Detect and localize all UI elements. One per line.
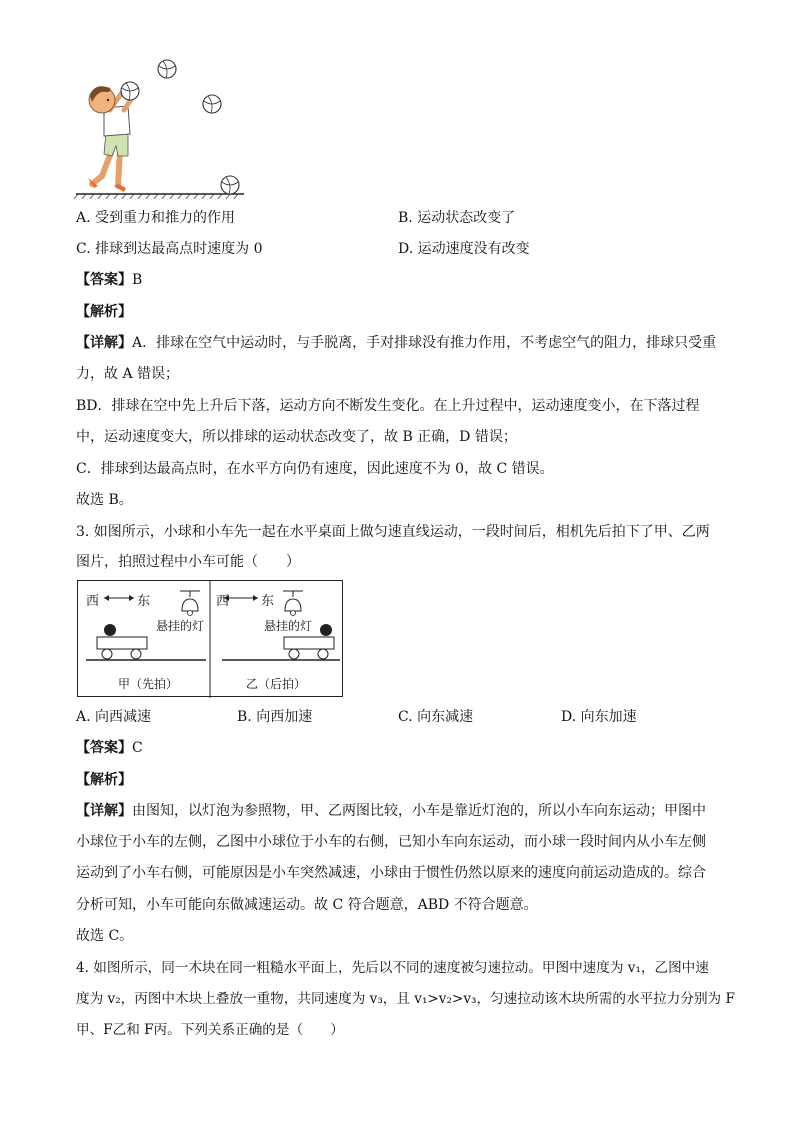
detail-line: BD．排球在空中先上升后下落，运动方向不断发生变化。在上升过程中，运动速度变小，在下落过程 (76, 398, 700, 414)
left-direction-arrow (104, 595, 134, 601)
detail-line: 故选 B。 (76, 492, 133, 508)
detail-line: C．排球到达最高点时，在水平方向仍有速度，因此速度不为 0，故 C 错误。 (76, 461, 554, 477)
detail-line (76, 333, 716, 353)
question-stem: 4. 如图所示，同一木块在同一粗糙水平面上，先后以不同的速度被匀速拉动。甲图中速度为 v₁，乙图中速 (76, 960, 709, 976)
detail-label: 【详解】 (76, 335, 132, 351)
west-label: 西 (86, 594, 100, 609)
option-a: A. 向西减速 (76, 709, 152, 725)
detail-text: 由图知，以灯泡为参照物，甲、乙两图比较，小车是靠近灯泡的，所以小车向东运动；甲图中 (132, 803, 706, 819)
cart-figure (77, 580, 343, 697)
figure-caption: 甲（先拍） (118, 677, 179, 691)
west-label: 西 (216, 594, 230, 609)
question-stem: 图片，拍照过程中小车可能（ ） (76, 554, 300, 570)
option-b: B. 向西加速 (237, 709, 313, 725)
figure-caption: 乙（后拍） (246, 677, 307, 691)
answer-line (76, 738, 143, 758)
option-b: B. 运动状态改变了 (398, 210, 516, 226)
detail-line: 小球位于小车的左侧，乙图中小球位于小车的右侧，已知小车向东运动，而小球一段时间内从小车左侧 (76, 834, 706, 850)
detail-line: 力，故 A 错误； (76, 366, 180, 382)
analysis-label: 【解析】 (76, 304, 132, 320)
volleyball-figure (74, 58, 254, 200)
lamp-label: 悬挂的灯 (264, 619, 313, 633)
east-label: 东 (137, 594, 151, 609)
east-label: 东 (261, 594, 275, 609)
detail-line: 分析可知，小车可能向东做减速运动。故 C 符合题意，ABD 不符合题意。 (76, 897, 538, 913)
detail-line: 中，运动速度变大，所以排球的运动状态改变了，故 B 正确，D 错误； (76, 429, 517, 445)
question-stem: 度为 v₂，丙图中木块上叠放一重物，共同速度为 v₃，且 v₁>v₂>v₃，匀速拉动该木块所需的水平拉力分别为 F (76, 991, 735, 1007)
detail-text: A．排球在空气中运动时，与手脱离，手对排球没有推力作用，不考虑空气的阻力，排球只受重 (132, 335, 717, 351)
detail-line (76, 801, 706, 821)
answer-line (76, 270, 142, 290)
option-d: D. 向东加速 (561, 709, 637, 725)
answer-label: 【答案】 (76, 740, 132, 756)
answer-value: C (132, 740, 143, 756)
answer-value: B (132, 272, 143, 288)
detail-line: 运动到了小车右侧，可能原因是小车突然减速，小球由于惯性仍然以原来的速度向前运动造成的。综合 (76, 865, 706, 881)
question-stem: 甲、F乙和 F丙。下列关系正确的是（ ） (76, 1022, 344, 1038)
option-a: A. 受到重力和推力的作用 (76, 210, 236, 226)
analysis-label: 【解析】 (76, 772, 132, 788)
option-c: C. 排球到达最高点时速度为 0 (76, 241, 263, 257)
answer-label: 【答案】 (76, 272, 132, 288)
detail-line: 故选 C。 (76, 928, 134, 944)
question-stem: 3. 如图所示，小球和小车先一起在水平桌面上做匀速直线运动，一段时间后，相机先后拍下了甲、乙两 (76, 524, 710, 540)
right-direction-arrow (224, 595, 258, 601)
lamp-label: 悬挂的灯 (156, 619, 205, 633)
detail-label: 【详解】 (76, 803, 132, 819)
option-d: D. 运动速度没有改变 (398, 241, 530, 257)
option-c: C. 向东减速 (398, 709, 474, 725)
